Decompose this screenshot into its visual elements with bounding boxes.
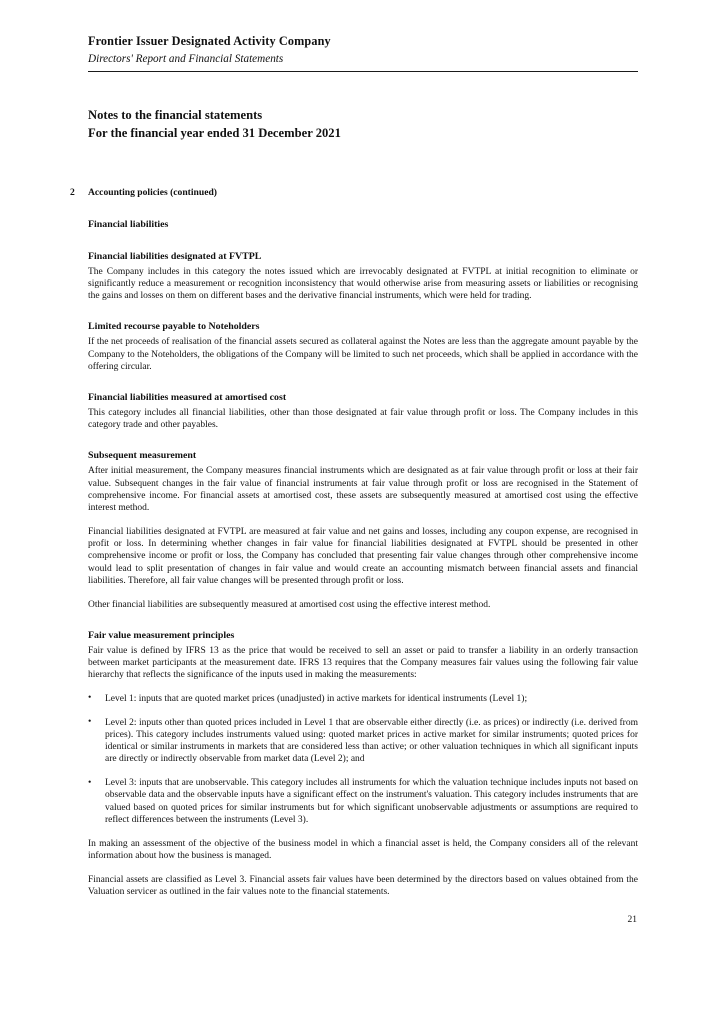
- heading-fair-value-principles: Fair value measurement principles: [88, 629, 235, 641]
- paragraph-designated-fvtpl: The Company includes in this category the notes issued which are irrevocably designated at FVTPL at initial recognition to eliminate or significantly reduce a measurement or recognition inconsistency that would otherwise arise from measuring assets or liabilities or recognising the gains and losses on them on different bases and the derivative financial instruments, which were held for trading.: [88, 266, 638, 302]
- heading-financial-liabilities: Financial liabilities: [88, 218, 169, 230]
- company-name: Frontier Issuer Designated Activity Company: [88, 34, 331, 48]
- section-fair-value-principles: [88, 630, 638, 898]
- heading-designated-fvtpl: Financial liabilities designated at FVTPL: [88, 250, 262, 262]
- list-item-text: Level 1: inputs that are quoted market prices (unadjusted) in active markets for identical instruments (Level 1);: [105, 693, 528, 704]
- list-item: [88, 717, 638, 766]
- page-title: [88, 107, 638, 143]
- section-financial-liabilities: [88, 219, 638, 232]
- paragraph-subsequent-measurement-3: Other financial liabilities are subsequently measured at amortised cost using the effective interest method.: [88, 599, 491, 610]
- section-designated-fvtpl: [88, 251, 638, 303]
- section-amortised-cost: [88, 392, 638, 431]
- note-number: 2: [70, 186, 75, 198]
- note-heading: [70, 186, 638, 198]
- paragraph-amortised-cost: This category includes all financial liabilities, other than those designated at fair value through profit or loss. The Company includes in this category trade and other payables.: [88, 407, 638, 431]
- note-title: Accounting policies (continued): [88, 186, 217, 198]
- document-subtitle: Directors' Report and Financial Statements: [88, 52, 284, 65]
- page-content: [70, 0, 638, 898]
- list-item-text: Level 3: inputs that are unobservable. This category includes all instruments for which the valuation technique includes inputs not based on observable data and the observable inputs have a significant effect on the instrument's valuation. This category includes instruments that are valued based on quoted prices for similar instruments but for which significant unobservable adjustments or assumptions are required to reflect differences between the instruments (Level 3).: [105, 778, 638, 825]
- bullet-icon: •: [88, 777, 92, 788]
- heading-limited-recourse: Limited recourse payable to Noteholders: [88, 321, 260, 333]
- fair-value-hierarchy-list: [88, 693, 638, 826]
- paragraph-subsequent-measurement-1: After initial measurement, the Company measures financial instruments which are designated as at fair value through profit or loss at their fair value. Subsequent changes in the fair value of financial instruments at fair value through profit or loss are recognised in the Statement of comprehensive income. For financial assets at amortised cost, these assets are subsequently measured at amortised cost using the effective interest method.: [88, 466, 638, 514]
- page-number: 21: [627, 915, 637, 925]
- list-item: [88, 693, 638, 705]
- section-subsequent-measurement: [88, 450, 638, 610]
- paragraph-subsequent-measurement-2: Financial liabilities designated at FVTPL are measured at fair value and net gains and losses, including any coupon expense, are recognised in profit or loss. In determining whether changes in fair value for financial liabilities designated at FVTPL should be presented in other comprehensive income or profit or loss, the Company has concluded that presenting fair value changes through other comprehensive income would lead to split presentation of changes in fair value and would create an accounting mismatch between financial assets and financial liabilities. Therefore, all fair value changes will be presented through profit or loss.: [88, 526, 638, 586]
- paragraph-limited-recourse: If the net proceeds of realisation of the financial assets secured as collateral against the Notes are less than the aggregate amount payable by the Company to the Noteholders, the obligations of the Company will be limited to such net proceeds, which shall be applied in accordance with the offering circular.: [88, 337, 638, 372]
- paragraph-fair-value-intro: Fair value is defined by IFRS 13 as the price that would be received to sell an asset or paid to transfer a liability in an orderly transaction between market participants at the measurement date. IFRS 13 requires that the Company measures fair values using the following fair value hierarchy that reflects the significance of the inputs used in making the measurements:: [88, 645, 638, 681]
- section-limited-recourse: [88, 321, 638, 373]
- bullet-icon: •: [88, 717, 92, 728]
- list-item-text: Level 2: inputs other than quoted prices included in Level 1 that are observable either directly (i.e. as prices) or indirectly (i.e. derived from prices). This category includes instruments valued using: quoted market prices in active market for similar instruments; quoted prices for identical or similar instruments in markets that are considered less than active; or other valuation techniques in which all significant inputs are directly or indirectly observable from market data (Level 2); and: [105, 717, 638, 765]
- paragraph-level-3-classification: Financial assets are classified as Level 3. Financial assets fair values have been determined by the directors based on values obtained from the Valuation servicer as outlined in the fair values note to the financial statements.: [88, 874, 638, 897]
- heading-subsequent-measurement: Subsequent measurement: [88, 450, 197, 462]
- page-title-line-1: Notes to the financial statements: [88, 108, 263, 123]
- header-divider: [88, 71, 638, 72]
- bullet-icon: •: [88, 693, 92, 704]
- paragraph-business-model: In making an assessment of the objective of the business model in which a financial asset is held, the Company considers all of the relevant information about how the business is managed.: [88, 838, 638, 861]
- heading-amortised-cost: Financial liabilities measured at amortised cost: [88, 392, 287, 404]
- list-item: [88, 777, 638, 826]
- page-title-line-2: For the financial year ended 31 December 2021: [88, 126, 341, 141]
- letterhead: [88, 0, 638, 72]
